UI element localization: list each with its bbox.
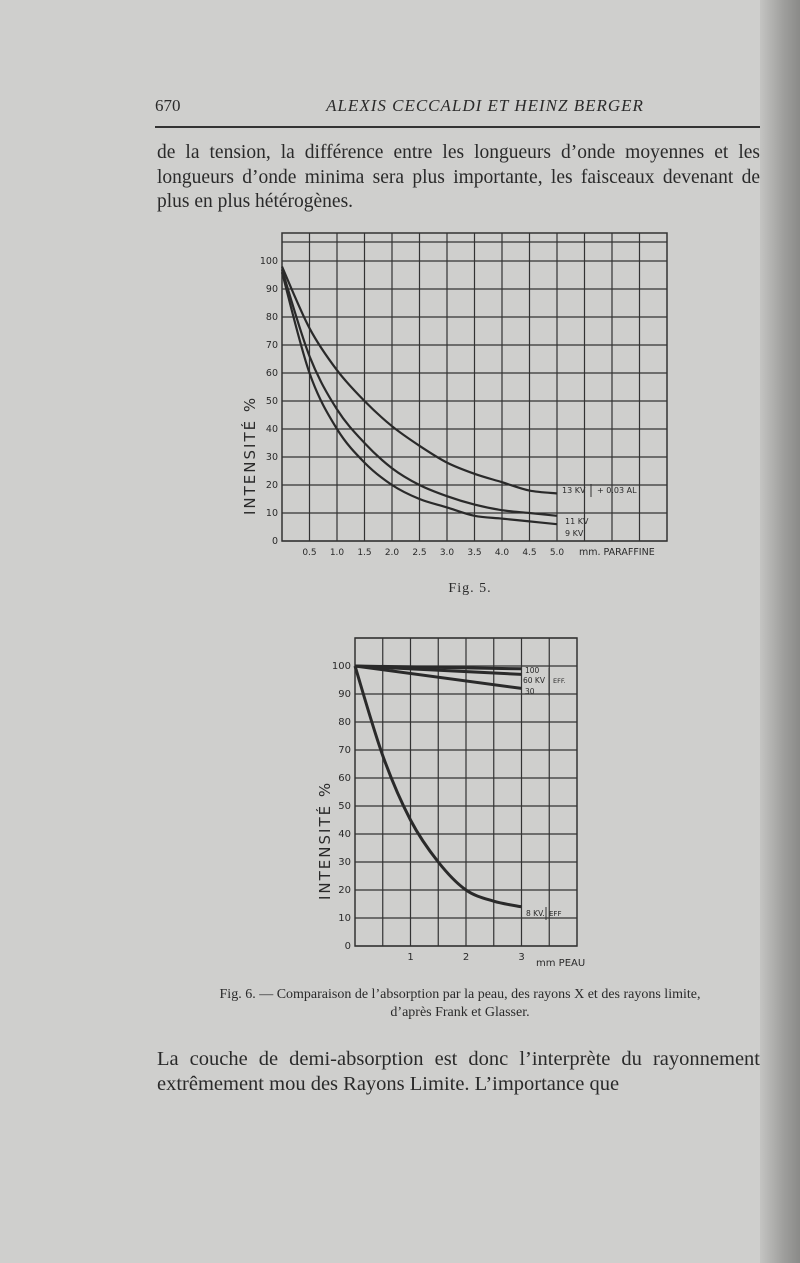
y-tick-label: 100 — [331, 661, 351, 672]
y-tick-label: 40 — [338, 829, 351, 840]
fig5-y-axis-label: INTENSITÉ % — [241, 395, 259, 515]
y-tick-label: 0 — [271, 536, 278, 547]
fig5-caption: Fig. 5. — [448, 581, 492, 596]
fig5-label-13kv: 13 KV — [562, 486, 586, 495]
fig6-label-100: 100 — [525, 666, 540, 675]
fig6-x-axis-label: mm PEAU — [536, 958, 586, 969]
fig5-label-9kv: 9 KV — [565, 529, 584, 538]
x-tick-label: 3 — [518, 952, 525, 963]
fig6-y-axis-label: INTENSITÉ % — [316, 780, 334, 900]
x-tick-label: 5.0 — [549, 548, 565, 558]
figure-6-chart — [305, 630, 605, 975]
x-tick-label: 1 — [407, 952, 414, 963]
x-tick-label: 2 — [462, 952, 470, 963]
x-tick-label: 3.0 — [439, 548, 455, 558]
fig5-label-al: + 0.03 AL — [597, 486, 637, 495]
fig6-caption: Fig. 6. — Comparaison de l’absorption par la peau, des rayons X et des rayons limite, d’après Frank et Glasser. — [219, 987, 701, 1020]
y-tick-label: 60 — [265, 368, 278, 379]
header-rule — [155, 126, 760, 128]
y-tick-label: 30 — [338, 857, 351, 868]
fig6-y-ticks — [332, 661, 351, 952]
y-tick-label: 90 — [265, 284, 278, 295]
y-tick-label: 20 — [338, 885, 351, 896]
y-tick-label: 10 — [265, 508, 278, 519]
x-tick-label: 1.5 — [357, 548, 372, 558]
fig6-x-ticks — [407, 952, 524, 963]
y-tick-label: 20 — [265, 480, 278, 491]
x-tick-label: 1.0 — [329, 548, 345, 558]
y-tick-label: 50 — [338, 801, 351, 812]
fig5-x-axis-label: mm. PARAFFINE — [579, 547, 655, 558]
page-edge — [760, 0, 800, 1263]
fig6-label-60kv: 60 KV — [523, 676, 545, 685]
y-tick-label: 0 — [344, 941, 351, 952]
paragraph-bottom: La couche de demi-absorption est donc l’interprète du rayonnement extrêmement mou des Rayons Limite. L’importance que — [157, 1048, 760, 1095]
fig6-label-8kv-eff: EFF — [549, 910, 562, 918]
y-tick-label: 80 — [338, 717, 351, 728]
x-tick-label: 4.5 — [522, 548, 537, 558]
fig6-label-eff: EFF. — [553, 677, 566, 685]
x-tick-label: 0.5 — [302, 548, 317, 558]
fig6-label-8kv: 8 KV. — [526, 909, 545, 918]
fig5-label-11kv: 11 KV — [565, 517, 589, 526]
figure-5-chart — [235, 225, 685, 570]
y-tick-label: 70 — [265, 340, 278, 351]
y-tick-label: 100 — [259, 256, 278, 267]
fig5-series-labels — [562, 484, 637, 538]
fig6-series-labels — [523, 666, 566, 920]
y-tick-label: 50 — [265, 396, 278, 407]
y-tick-label: 60 — [338, 773, 351, 784]
page-number: 670 — [155, 96, 181, 115]
x-tick-label: 4.0 — [494, 548, 510, 558]
x-tick-label: 3.5 — [467, 548, 482, 558]
y-tick-label: 90 — [338, 689, 351, 700]
fig6-label-30: 30 — [525, 687, 535, 696]
y-tick-label: 10 — [338, 913, 351, 924]
fig5-x-ticks — [302, 548, 564, 558]
fig5-y-ticks — [260, 256, 278, 547]
x-tick-label: 2.0 — [384, 548, 400, 558]
running-title: ALEXIS CECCALDI ET HEINZ BERGER — [326, 96, 644, 115]
running-head — [155, 96, 760, 120]
y-tick-label: 30 — [265, 452, 278, 463]
y-tick-label: 80 — [265, 312, 278, 323]
paragraph-top: de la tension, la différence entre les longueurs d’onde moyennes et les longueurs d’onde minima sera plus importante, les faisceaux devenant de plus en plus hétérogènes. — [157, 142, 760, 212]
y-tick-label: 70 — [338, 745, 351, 756]
y-tick-label: 40 — [265, 424, 278, 435]
x-tick-label: 2.5 — [412, 548, 427, 558]
